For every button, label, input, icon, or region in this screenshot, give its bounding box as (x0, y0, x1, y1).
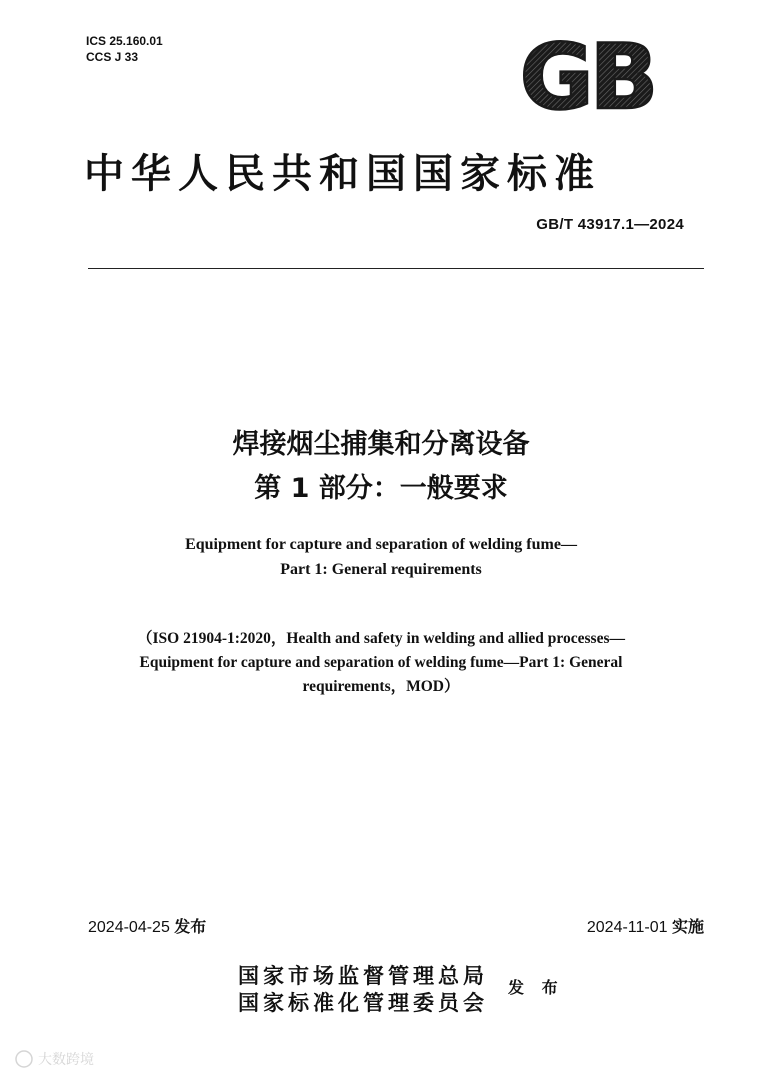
header-divider (88, 268, 704, 269)
issuer-samr: 国家市场监督管理总局 (238, 964, 488, 988)
gb-logo-text: GB (519, 34, 655, 116)
issue-date: 2024-04-25 (88, 919, 170, 936)
standard-number: GB/T 43917.1—2024 (536, 216, 684, 233)
publish-label: 发 布 (508, 978, 564, 997)
iso-reference-line3: requirements，MOD） (302, 678, 460, 695)
implement-date: 2024-11-01 (586, 919, 668, 936)
issue-label: 发布 (174, 917, 207, 936)
watermark-text: 大数跨境 (38, 1052, 94, 1068)
en-title-line1: Equipment for capture and separation of welding fume— (185, 536, 577, 553)
national-standard-title: 中华人民共和国国家标准 (84, 151, 601, 197)
gb-logo (512, 34, 662, 116)
cn-title-line1: 焊接烟尘捕集和分离设备 (232, 429, 530, 460)
ics-code: ICS 25.160.01 (86, 34, 163, 48)
issuer-sac: 国家标准化管理委员会 (238, 991, 488, 1015)
classification-codes (86, 33, 163, 65)
issue-date-block (88, 914, 206, 937)
cn-title-line2: 第 1 部分：一般要求 (254, 473, 508, 504)
watermark-logo-icon (16, 1051, 32, 1067)
en-title-line2: Part 1: General requirements (280, 561, 482, 578)
implement-label: 实施 (671, 917, 704, 936)
ccs-code: CCS J 33 (86, 50, 139, 64)
iso-reference-line2: Equipment for capture and separation of welding fume—Part 1: General (139, 654, 623, 671)
watermark (14, 1048, 114, 1070)
iso-reference-line1: （ISO 21904-1:2020，Health and safety in welding and allied processes— (136, 630, 625, 647)
implement-date-block (587, 914, 704, 937)
